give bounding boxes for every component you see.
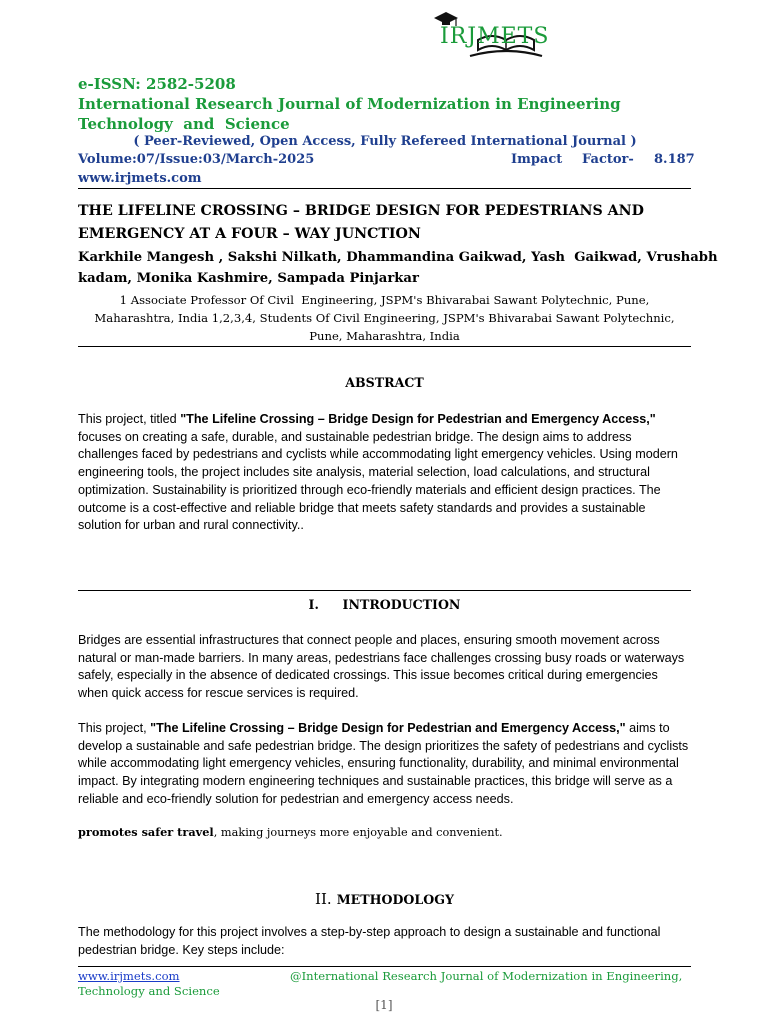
abstract-bold-title: "The Lifeline Crossing – Bridge Design for Pedestrian and Emergency Access," xyxy=(180,412,656,426)
intro-number: I. xyxy=(308,597,319,612)
footer-website-link[interactable]: www.irjmets.com xyxy=(78,969,180,983)
impact-label: Impact xyxy=(511,152,563,167)
abstract-lead: This project, titled xyxy=(78,412,181,426)
paper-title-line2: EMERGENCY AT A FOUR – WAY JUNCTION xyxy=(78,226,421,242)
journal-logo xyxy=(430,6,570,64)
journal-name-line1: International Research Journal of Modernization in Engineering xyxy=(78,95,621,113)
volume-issue: Volume:07/Issue:03/March-2025 xyxy=(78,152,315,167)
header-website: www.irjmets.com xyxy=(78,171,202,186)
abstract-paragraph xyxy=(78,411,691,535)
footer-journal-line2: Technology and Science xyxy=(78,984,220,998)
intro-title: INTRODUCTION xyxy=(342,597,461,612)
affiliation-line1: 1 Associate Professor Of Civil Engineering, JSPM's Bhivarabai Sawant Polytechnic, Pune, xyxy=(119,293,650,307)
methodology-title: METHODOLOGY xyxy=(336,892,454,907)
factor-label: Factor- xyxy=(582,152,634,167)
paper-title-line1: THE LIFELINE CROSSING – BRIDGE DESIGN FOR PEDESTRIANS AND xyxy=(78,203,644,219)
header-divider xyxy=(78,188,691,189)
intro-paragraph-3 xyxy=(78,825,691,839)
intro-p2-bold: "The Lifeline Crossing – Bridge Design for Pedestrian and Emergency Access," xyxy=(150,721,626,735)
intro-heading xyxy=(78,597,691,612)
intro-p3-bold: promotes safer travel xyxy=(78,825,214,839)
peer-review-line: ( Peer-Reviewed, Open Access, Fully Refereed International Journal ) xyxy=(133,134,637,149)
intro-p2-rest: aims to develop a sustainable and safe pedestrian bridge. The design prioritizes the safety of pedestrians and cyclists while accommodating light emergency vehicles, ensuring functionality, durability, and minimal environmental impact. By integrating modern engineering techniques and sustainable practices, this bridge will serve as a reliable and eco-friendly solution for pedestrian and emergency access needs. xyxy=(78,721,689,806)
methodology-paragraph-1: The methodology for this project involves a step-by-step approach to design a sustainable and functional pedestrian bridge. Key steps include: xyxy=(78,925,661,957)
footer-copyright: @International Research Journal of Modernization in Engineering, xyxy=(290,969,683,983)
authors-line2: kadam, Monika Kashmire, Sampada Pinjarkar xyxy=(78,271,419,286)
logo-text: IRJMETS xyxy=(440,24,550,49)
abstract-divider xyxy=(78,590,691,591)
abstract-rest: focuses on creating a safe, durable, and sustainable pedestrian bridge. The design aims to address challenges faced by pedestrians and cyclists while accommodating light emergency vehicles. Using modern engineering tools, the project includes site analysis, material selection, load calculations, and structural optimization. Sustainability is prioritized through eco-friendly materials and efficient design practices. The outcome is a cost-effective and reliable bridge that meets safety standards and provides a sustainable solution for urban and rural connectivity.. xyxy=(78,429,678,533)
intro-p3-rest: , making journeys more enjoyable and convenient. xyxy=(213,826,503,839)
eissn: e-ISSN: 2582-5208 xyxy=(78,75,236,93)
page-number: [1] xyxy=(375,998,393,1012)
footer-divider xyxy=(78,966,691,967)
journal-name-line2: Technology and Science xyxy=(78,115,290,133)
methodology-heading xyxy=(78,889,691,908)
intro-p2-lead: This project, xyxy=(78,721,151,735)
affiliation-line3: Pune, Maharashtra, India xyxy=(309,329,460,343)
affiliation-divider xyxy=(78,346,691,347)
methodology-number: II. xyxy=(315,890,332,908)
impact-value: 8.187 xyxy=(654,152,695,167)
intro-paragraph-1: Bridges are essential infrastructures that connect people and places, ensuring smooth movement across natural or man-made barriers. In many areas, pedestrians face challenges crossing busy roads or waterways safely, especially in the absence of dedicated crossings. This issue becomes critical during emergencies when quick access for rescue services is required. xyxy=(78,633,685,701)
abstract-heading: ABSTRACT xyxy=(345,375,424,390)
intro-paragraph-2 xyxy=(78,720,691,809)
affiliation-line2: Maharashtra, India 1,2,3,4, Students Of Civil Engineering, JSPM's Bhivarabai Sawant Polytechnic, xyxy=(94,311,675,325)
authors-line1: Karkhile Mangesh , Sakshi Nilkath, Dhammandina Gaikwad, Yash Gaikwad, Vrushabh xyxy=(78,250,718,265)
